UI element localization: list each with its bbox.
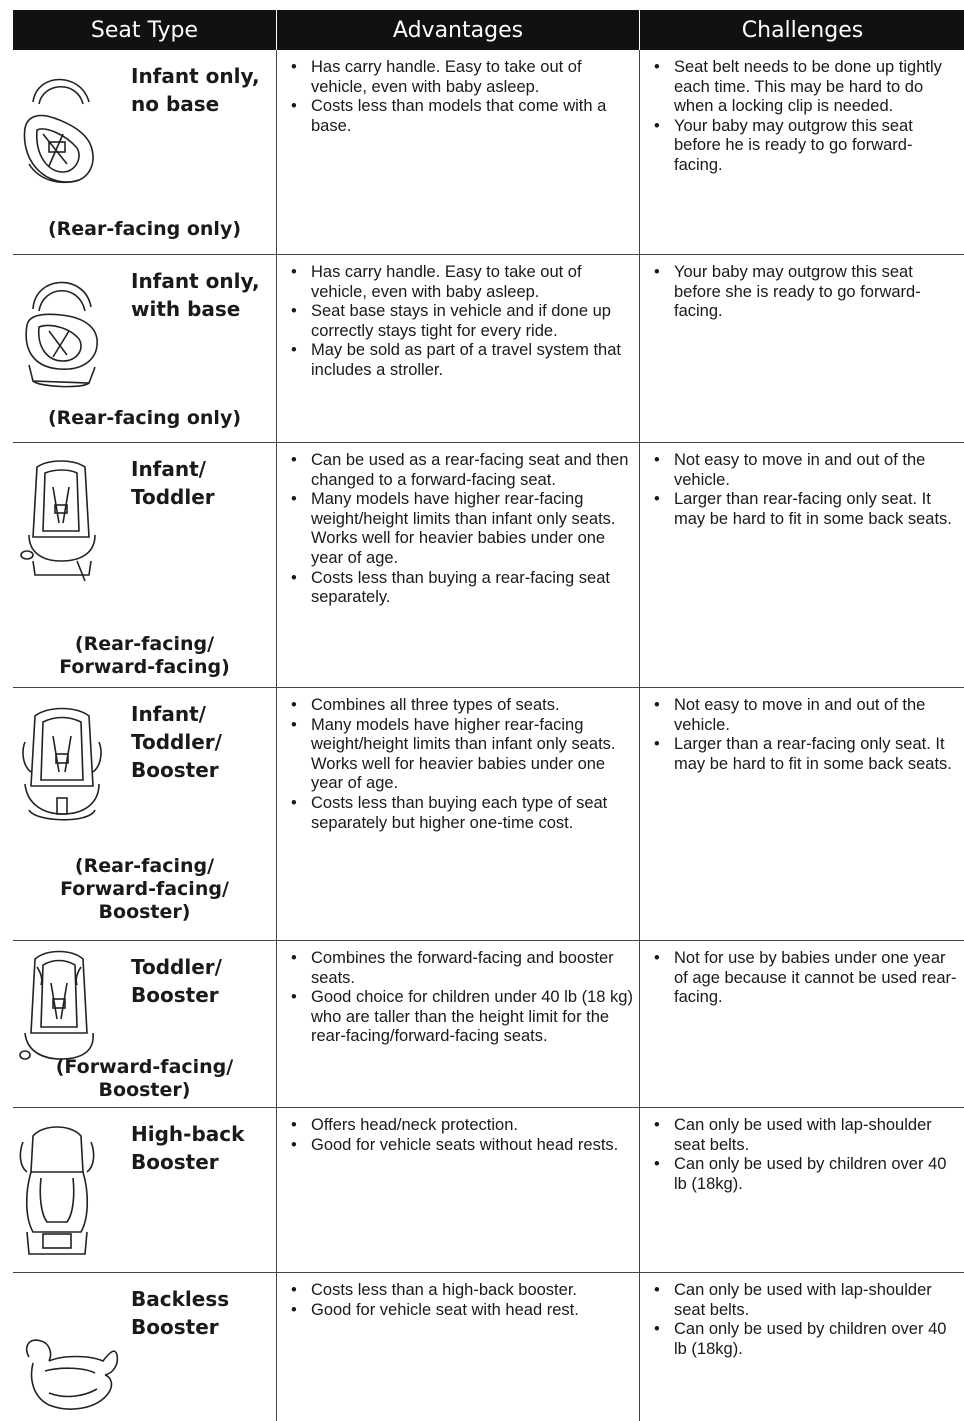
list-item: • Not for use by babies under one year of age because it cannot be used rear-facing.: [650, 949, 959, 1008]
table-row: [13, 255, 964, 443]
list-item: • Larger than rear-facing only seat. It may be hard to fit in some back seats.: [650, 490, 959, 529]
table-row: [13, 1273, 964, 1421]
advantages-list: [287, 451, 633, 608]
seat-type-name: Infant only, with base: [131, 269, 260, 321]
advantages-list: [287, 1116, 633, 1155]
advantages-list: [287, 949, 633, 1047]
seat-type-name: Infant only, no base: [131, 64, 260, 116]
challenges-list: [650, 58, 959, 176]
high-back-booster-icon: [19, 1122, 95, 1267]
table-row: [13, 941, 964, 1108]
list-item: • Good for vehicle seats without head rests.: [287, 1136, 633, 1156]
header-advantages: Advantages: [276, 10, 639, 50]
list-item: • Seat belt needs to be done up tightly each time. This may be hard to do when a locking clip is needed.: [650, 58, 959, 117]
seat-facing-note: (Rear-facing only): [47, 218, 242, 240]
list-item: • Your baby may outgrow this seat before she is ready to go forward-facing.: [650, 263, 959, 322]
list-item: • Not easy to move in and out of the vehicle.: [650, 451, 959, 490]
challenges-list: [650, 451, 959, 529]
list-item: • Costs less than buying each type of seat separately but higher one-time cost.: [287, 794, 633, 833]
seat-facing-note: (Rear-facing only): [47, 407, 242, 429]
list-item: • Good choice for children under 40 lb (18 kg) who are taller than the height limit for the rear-facing/forward-facing seats.: [287, 988, 633, 1047]
advantages-list: [287, 58, 633, 136]
list-item: • Your baby may outgrow this seat before he is ready to go forward-facing.: [650, 117, 959, 176]
table-row: [13, 1108, 964, 1273]
list-item: • Can only be used by children over 40 lb (18kg).: [650, 1155, 959, 1194]
infant-carrier-icon: [19, 68, 99, 193]
advantages-list: [287, 696, 633, 833]
list-item: • Seat base stays in vehicle and if done up correctly stays tight for every ride.: [287, 302, 633, 341]
table-row: [13, 443, 964, 688]
seat-facing-note: (Rear-facing/ Forward-facing/ Booster): [60, 855, 229, 923]
seat-type-name: High-back Booster: [131, 1122, 245, 1174]
advantages-list: [287, 263, 633, 381]
list-item: • Can be used as a rear-facing seat and then changed to a forward-facing seat.: [287, 451, 633, 490]
challenges-list: [650, 1281, 959, 1359]
car-seat-table: [13, 10, 964, 1421]
seat-facing-note: (Rear-facing/ Forward-facing): [59, 633, 230, 678]
list-item: • Many models have higher rear-facing weight/height limits than infant only seats. Works well for heavier babies under one year of age.: [287, 490, 633, 568]
table-row: [13, 50, 964, 255]
list-item: • Has carry handle. Easy to take out of vehicle, even with baby asleep.: [287, 263, 633, 302]
seat-facing-note: (Forward-facing/ Booster): [55, 1056, 234, 1101]
list-item: • Costs less than models that come with a base.: [287, 97, 633, 136]
seat-type-name: Infant/ Toddler: [131, 457, 215, 509]
3-in-1-seat-icon: [19, 702, 105, 837]
table-row: [13, 688, 964, 941]
seat-type-name: Toddler/ Booster: [131, 955, 222, 1007]
challenges-list: [650, 949, 959, 1008]
list-item: • Combines the forward-facing and booster seats.: [287, 949, 633, 988]
list-item: • Not easy to move in and out of the vehicle.: [650, 696, 959, 735]
header-seat-type: Seat Type: [90, 17, 199, 43]
seat-type-name: Backless Booster: [131, 1287, 230, 1339]
list-item: • Has carry handle. Easy to take out of vehicle, even with baby asleep.: [287, 58, 633, 97]
challenges-list: [650, 263, 959, 322]
header-challenges: Challenges: [639, 10, 964, 50]
advantages-list: [287, 1281, 633, 1320]
list-item: • Can only be used by children over 40 lb (18kg).: [650, 1320, 959, 1359]
backless-booster-icon: [19, 1333, 119, 1418]
challenges-list: [650, 696, 959, 774]
seat-type-name: Infant/ Toddler/ Booster: [131, 702, 222, 782]
table-header: [13, 10, 964, 50]
list-item: • May be sold as part of a travel system that includes a stroller.: [287, 341, 633, 380]
list-item: • Combines all three types of seats.: [287, 696, 633, 716]
list-item: • Many models have higher rear-facing weight/height limits than infant only seats. Works well for heavier babies under one year of age.: [287, 716, 633, 794]
list-item: • Offers head/neck protection.: [287, 1116, 633, 1136]
challenges-list: [650, 1116, 959, 1194]
list-item: • Can only be used with lap-shoulder seat belts.: [650, 1116, 959, 1155]
list-item: • Can only be used with lap-shoulder seat belts.: [650, 1281, 959, 1320]
infant-carrier-base-icon: [19, 269, 103, 394]
list-item: • Costs less than buying a rear-facing seat separately.: [287, 569, 633, 608]
list-item: • Costs less than a high-back booster.: [287, 1281, 633, 1301]
convertible-seat-icon: [19, 457, 103, 592]
list-item: • Good for vehicle seat with head rest.: [287, 1301, 633, 1321]
list-item: • Larger than a rear-facing only seat. It may be hard to fit in some back seats.: [650, 735, 959, 774]
